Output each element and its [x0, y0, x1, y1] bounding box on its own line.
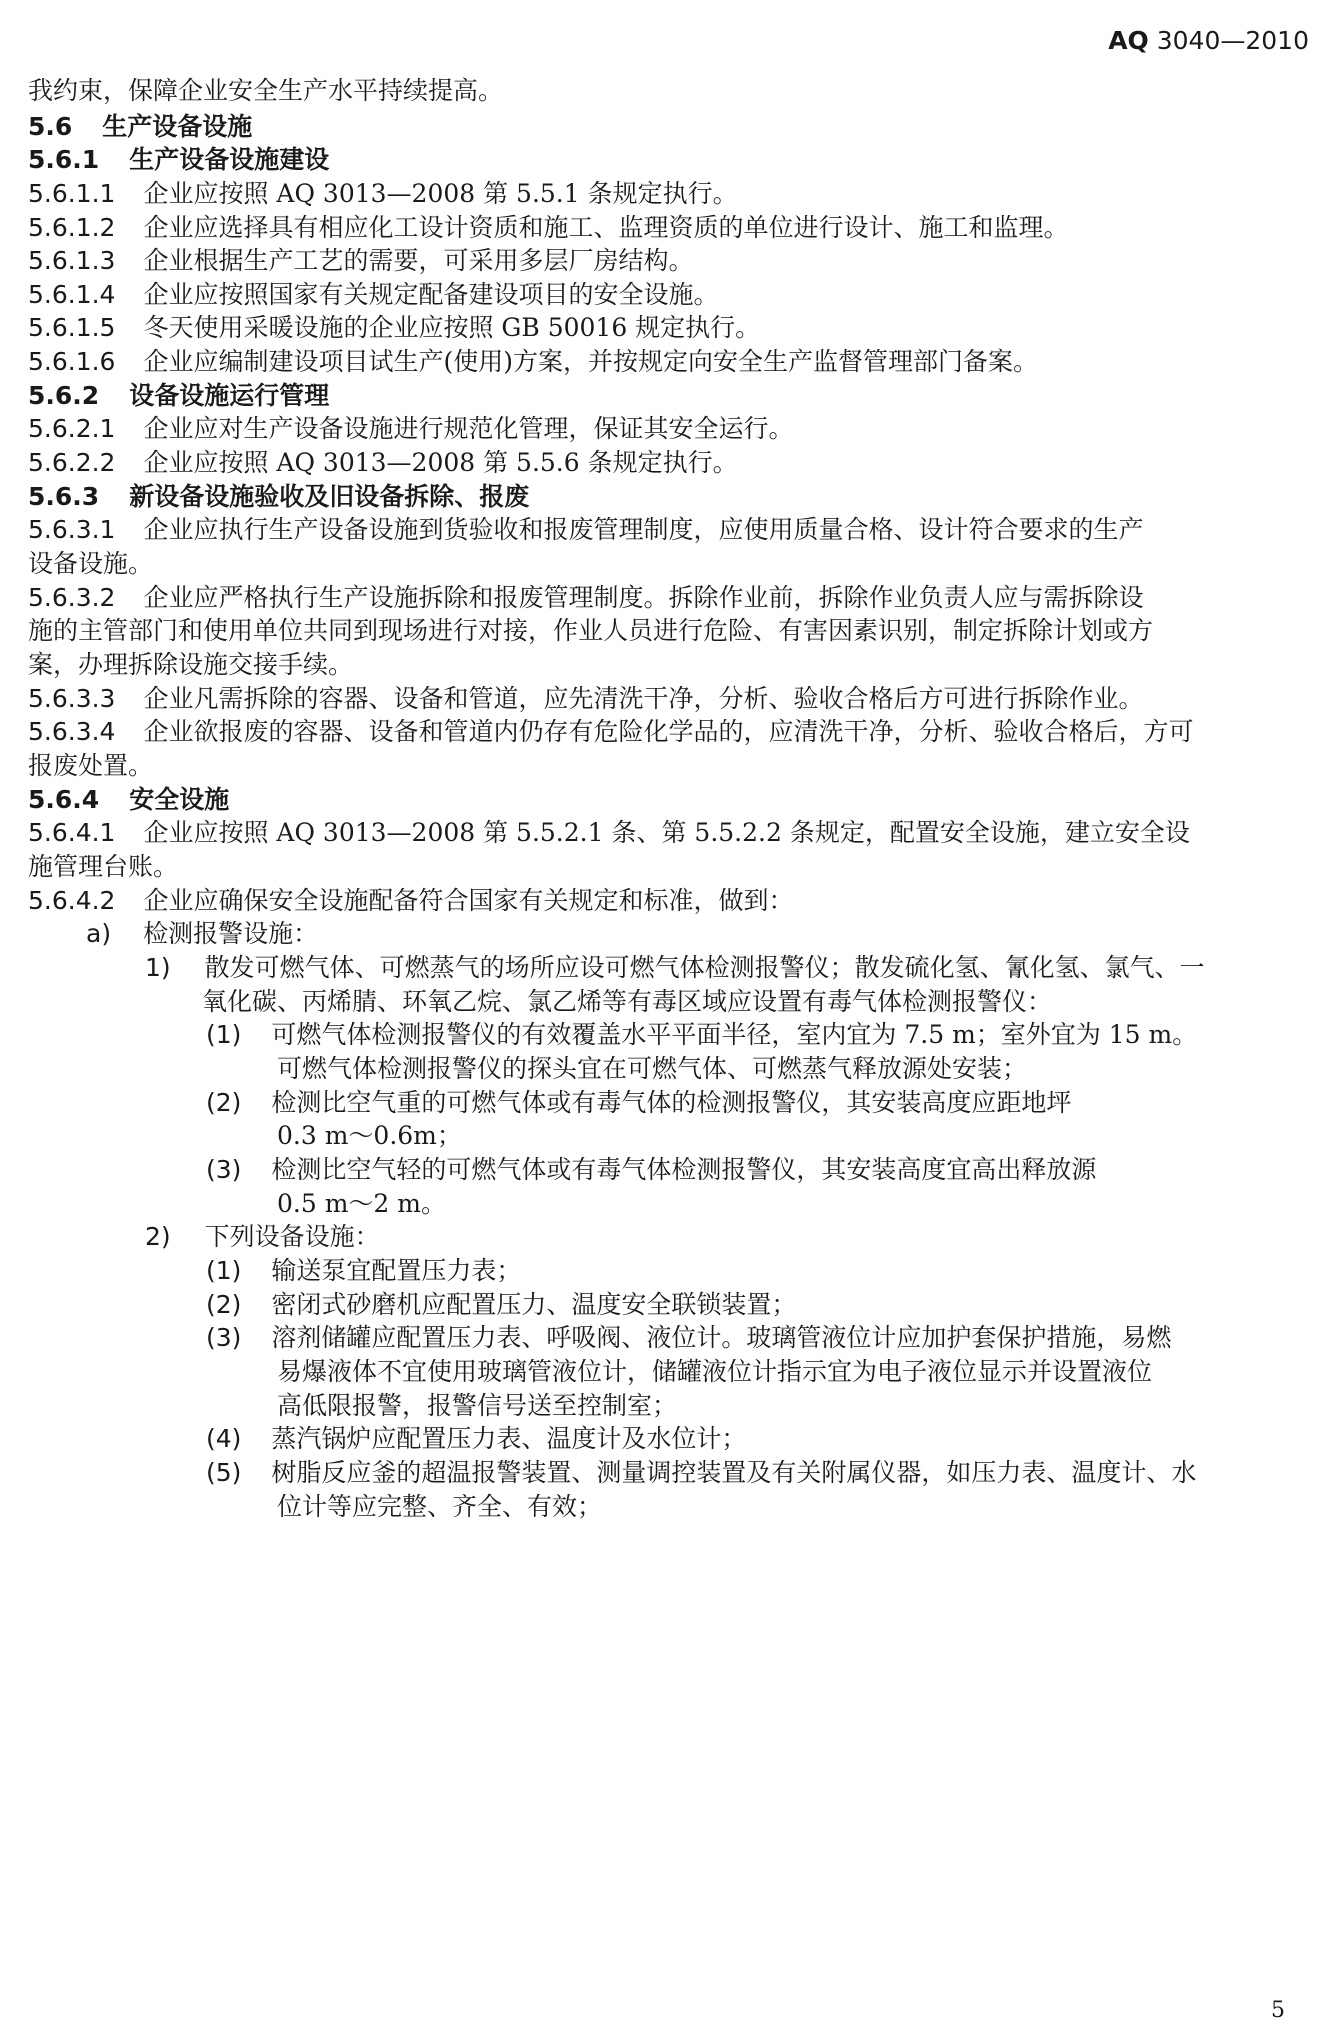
paragraph-line: 施管理台账。	[28, 852, 179, 881]
list-item: 1) 散发可燃气体、可燃蒸气的场所应设可燃气体检测报警仪；散发硫化氢、氰化氢、氯气、一	[145, 953, 1205, 982]
clause-line: 5.6.1.3 企业根据生产工艺的需要，可采用多层厂房结构。	[28, 246, 694, 275]
section-heading: 5.6.3 新设备设施验收及旧设备拆除、报废	[28, 482, 530, 511]
sub-list-item-continued: 可燃气体检测报警仪的探头宜在可燃气体、可燃蒸气释放源处安装；	[277, 1054, 1028, 1083]
sub-list-item: (1) 可燃气体检测报警仪的有效覆盖水平平面半径，室内宜为 7.5 m；室外宜为 15 m。	[206, 1020, 1198, 1049]
clause-line: 5.6.4.1 企业应按照 AQ 3013—2008 第 5.5.2.1 条、第 5.5.2.2 条规定，配置安全设施，建立安全设	[28, 818, 1190, 847]
clause-line: 5.6.2.2 企业应按照 AQ 3013—2008 第 5.5.6 条规定执行。	[28, 448, 738, 477]
section-heading: 5.6.4 安全设施	[28, 785, 230, 814]
clause-line: 5.6.3.1 企业应执行生产设备设施到货验收和报废管理制度，应使用质量合格、设计符合要求的生产	[28, 515, 1144, 544]
sub-list-item: (5) 树脂反应釜的超温报警装置、测量调控装置及有关附属仪器，如压力表、温度计、水	[206, 1458, 1197, 1487]
clause-line: 5.6.2.1 企业应对生产设备设施进行规范化管理，保证其安全运行。	[28, 414, 794, 443]
sub-list-item: (3) 溶剂储罐应配置压力表、呼吸阀、液位计。玻璃管液位计应加护套保护措施，易燃	[206, 1323, 1172, 1352]
paragraph-line: 案，办理拆除设施交接手续。	[28, 650, 354, 679]
clause-line: 5.6.1.6 企业应编制建设项目试生产(使用)方案，并按规定向安全生产监督管理部门备案。	[28, 347, 1038, 376]
section-heading: 5.6.2 设备设施运行管理	[28, 381, 330, 410]
paragraph-line: 报废处置。	[28, 751, 154, 780]
sub-list-item-continued: 0.5 m～2 m。	[277, 1189, 446, 1218]
sub-list-item-continued: 高低限报警，报警信号送至控制室；	[277, 1391, 678, 1420]
page-number: 5	[1271, 1998, 1285, 2023]
clause-line: 5.6.3.2 企业应严格执行生产设施拆除和报废管理制度。拆除作业前，拆除作业负责人应与需拆除设	[28, 583, 1144, 612]
sub-list-item: (2) 密闭式砂磨机应配置压力、温度安全联锁装置；	[206, 1290, 797, 1319]
clause-line: 5.6.3.4 企业欲报废的容器、设备和管道内仍存有危险化学品的，应清洗干净，分析、验收合格后，方可	[28, 717, 1194, 746]
sub-list-item: (1) 输送泵宜配置压力表；	[206, 1256, 522, 1285]
list-item-continued: 氧化碳、丙烯腈、环氧乙烷、氯乙烯等有毒区域应设置有毒气体检测报警仪：	[202, 987, 1053, 1016]
sub-list-item: (4) 蒸汽锅炉应配置压力表、温度计及水位计；	[206, 1424, 747, 1453]
sub-list-item-continued: 位计等应完整、齐全、有效；	[277, 1492, 603, 1521]
clause-line: 5.6.1.5 冬天使用采暖设施的企业应按照 GB 50016 规定执行。	[28, 313, 761, 342]
clause-line: 5.6.1.4 企业应按照国家有关规定配备建设项目的安全设施。	[28, 280, 719, 309]
clause-line: 5.6.1.2 企业应选择具有相应化工设计资质和施工、监理资质的单位进行设计、施工和监理。	[28, 213, 1069, 242]
paragraph-line: 施的主管部门和使用单位共同到现场进行对接，作业人员进行危险、有害因素识别，制定拆除计划或方	[28, 616, 1154, 645]
clause-line: 5.6.3.3 企业凡需拆除的容器、设备和管道，应先清洗干净，分析、验收合格后方可进行拆除作业。	[28, 684, 1144, 713]
clause-line: 5.6.4.2 企业应确保安全设施配备符合国家有关规定和标准，做到：	[28, 886, 794, 915]
sub-list-item: (2) 检测比空气重的可燃气体或有毒气体的检测报警仪，其安装高度应距地坪	[206, 1088, 1072, 1117]
paragraph-line: 我约束，保障企业安全生产水平持续提高。	[28, 76, 504, 105]
paragraph-line: 设备设施。	[28, 549, 154, 578]
sub-list-item-continued: 0.3 m～0.6m；	[277, 1121, 462, 1150]
standard-number	[1108, 26, 1309, 56]
section-heading: 5.6 生产设备设施	[28, 112, 253, 141]
list-item-label: a) 检测报警设施：	[86, 919, 319, 948]
sub-list-item-continued: 易爆液体不宜使用玻璃管液位计，储罐液位计指示宜为电子液位显示并设置液位	[277, 1357, 1153, 1386]
clause-line: 5.6.1.1 企业应按照 AQ 3013—2008 第 5.5.1 条规定执行。	[28, 179, 738, 208]
standard-code: AQ	[1108, 26, 1149, 55]
list-item: 2) 下列设备设施：	[145, 1222, 380, 1251]
section-heading: 5.6.1 生产设备设施建设	[28, 145, 330, 174]
sub-list-item: (3) 检测比空气轻的可燃气体或有毒气体检测报警仪，其安装高度宜高出释放源	[206, 1155, 1097, 1184]
standard-year: 3040—2010	[1156, 26, 1309, 55]
